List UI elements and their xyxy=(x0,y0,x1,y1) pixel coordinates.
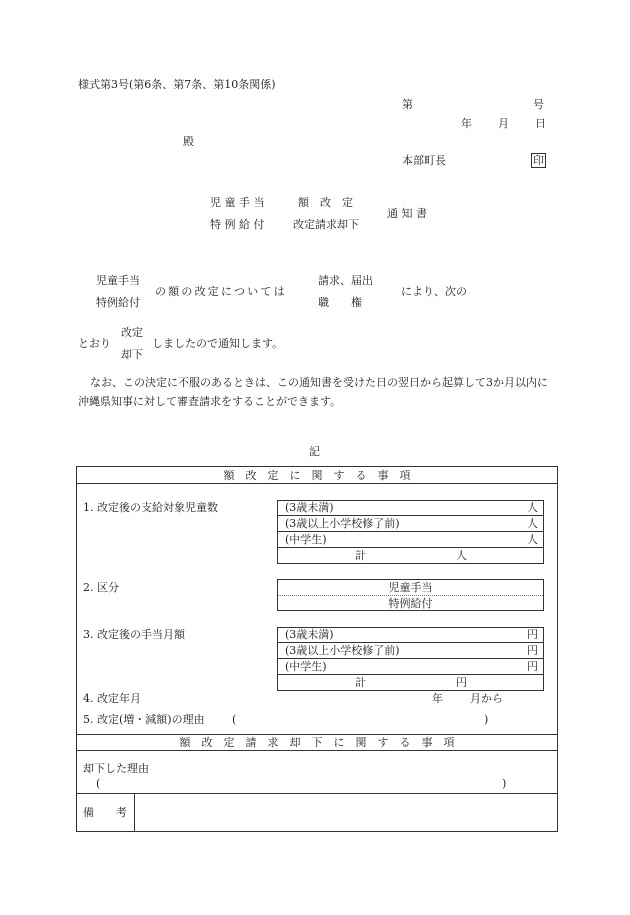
doc-number-suffix: 号 xyxy=(533,98,544,111)
item1-row-under3-unit: 人 xyxy=(527,501,538,514)
body-option-kaitei: 改定 xyxy=(121,326,143,339)
title-suffix: 通 知 書 xyxy=(387,207,427,220)
issuer-name: 本部町長 xyxy=(402,154,446,167)
item2-option-jidou-teate: 児童手当 xyxy=(388,581,433,594)
section1-header: 額 改 定 に 関 す る 事 項 xyxy=(223,469,411,482)
body-prefix-text: とおり xyxy=(78,337,111,350)
body-option-kyakka: 却下 xyxy=(121,348,143,361)
item3-row-under3-unit: 円 xyxy=(527,628,538,641)
seal-mark: 印 xyxy=(533,154,544,167)
body-option-seikyu: 請求、届出 xyxy=(318,274,373,287)
item1-total-unit: 人 xyxy=(456,549,467,562)
remarks-label: 備 考 xyxy=(83,806,127,819)
item3-label: 3. 改定後の手当月額 xyxy=(83,628,185,641)
item5-open-paren: ( xyxy=(232,713,237,726)
rejection-reason-open-paren: ( xyxy=(96,777,101,790)
item1-row-preschool: (3歳以上小学校修了前) xyxy=(285,517,400,530)
item3-total-unit: 円 xyxy=(456,676,467,689)
item1-row-junior-high: (中学生) xyxy=(285,533,327,546)
item3-row-preschool-unit: 円 xyxy=(527,644,538,657)
appeal-notice: なお、この決定に不服のあるときは、この通知書を受けた日の翌日から起算して3か月以内に沖縄県知事に対して審査請求をすることができます。 xyxy=(78,376,548,408)
title-option-gaku-kaitei: 額 改 定 xyxy=(298,196,353,209)
rejection-reason-close-paren: ) xyxy=(502,777,507,790)
section2-header: 額 改 定 請 求 却 下 に 関 す る 事 項 xyxy=(179,736,455,749)
item5-close-paren: ) xyxy=(484,713,489,726)
date-day: 日 xyxy=(535,117,546,130)
item3-total-label: 計 xyxy=(355,676,366,689)
body-option-shokken: 職 権 xyxy=(318,296,362,309)
item2-option-tokurei-kyufu: 特例給付 xyxy=(388,597,433,610)
body-tail-text: により、次の xyxy=(401,285,467,298)
item1-label: 1. 改定後の支給対象児童数 xyxy=(83,501,218,514)
body-option-tokurei-kyufu: 特例給付 xyxy=(96,296,140,309)
date-year: 年 xyxy=(461,117,472,130)
body-option-jidou-teate: 児童手当 xyxy=(96,274,140,287)
doc-number-prefix: 第 xyxy=(402,98,413,111)
item2-label: 2. 区分 xyxy=(83,581,119,594)
item3-row-junior-high: (中学生) xyxy=(285,660,327,673)
form-number: 様式第3号(第6条、第7条、第10条関係) xyxy=(78,78,276,91)
item1-total-label: 計 xyxy=(355,549,366,562)
item4-month-from: 月から xyxy=(470,692,503,705)
title-option-kyakka: 改定請求却下 xyxy=(293,218,359,231)
body-middle-text: の額の改定については xyxy=(155,285,287,298)
item3-row-junior-high-unit: 円 xyxy=(527,660,538,673)
item1-row-under3: (3歳未満) xyxy=(285,501,334,514)
item3-row-preschool: (3歳以上小学校修了前) xyxy=(285,644,400,657)
item5-label: 5. 改定(増・減額)の理由 xyxy=(83,713,205,726)
title-option-jidou-teate: 児 童 手 当 xyxy=(210,196,265,209)
item4-year: 年 xyxy=(432,692,443,705)
date-month: 月 xyxy=(498,117,509,130)
body-end-text: しましたので通知します。 xyxy=(152,337,284,350)
title-option-tokurei-kyufu: 特 例 給 付 xyxy=(210,218,265,231)
rejection-reason-label: 却下した理由 xyxy=(83,762,149,775)
addressee-honorific: 殿 xyxy=(183,135,194,148)
item3-row-under3: (3歳未満) xyxy=(285,628,334,641)
item1-row-preschool-unit: 人 xyxy=(527,517,538,530)
item4-label: 4. 改定年月 xyxy=(83,692,141,705)
ki-heading: 記 xyxy=(309,445,320,458)
item1-row-junior-high-unit: 人 xyxy=(527,533,538,546)
